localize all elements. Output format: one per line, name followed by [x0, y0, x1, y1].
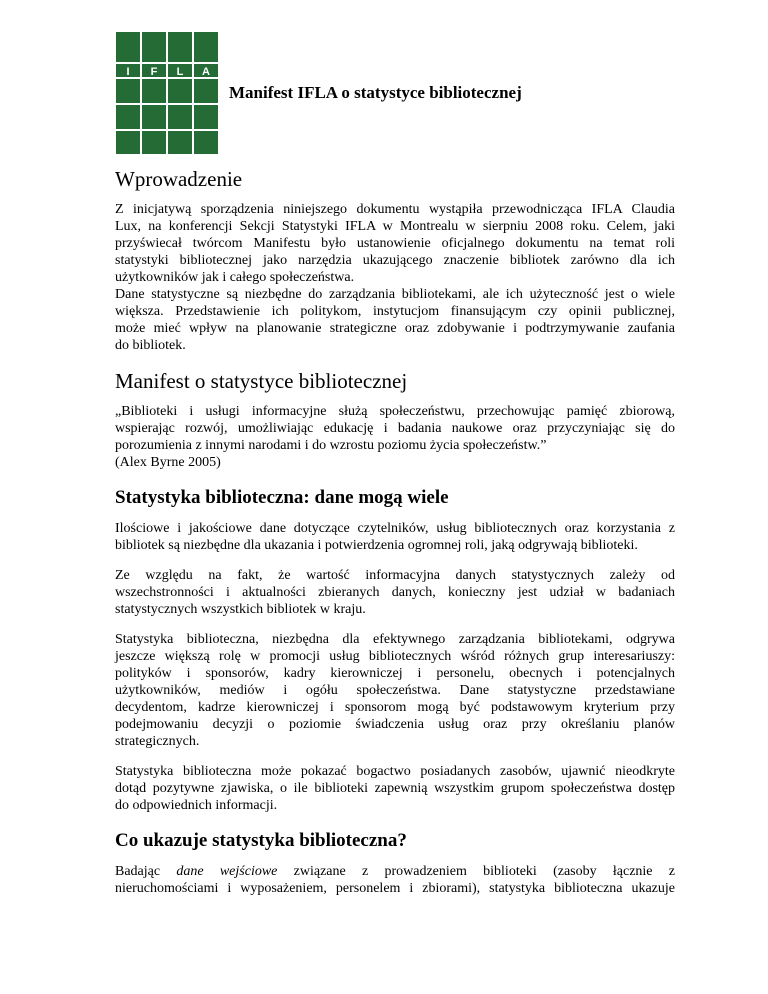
logo-cell: [168, 79, 192, 103]
logo-cell: [142, 79, 166, 103]
manifest-quote: [115, 403, 675, 471]
text-line: wspierając rozwój, umożliwiając edukację i badania naukowe oraz przyczyniając się do: [115, 421, 675, 436]
quote-attribution: (Alex Byrne 2005): [115, 455, 221, 470]
text-line: Z inicjatywą sporządzenia niniejszego dokumentu wystąpiła przewodnicząca IFLA Claudia: [115, 202, 675, 217]
text-line: wszechstronności i aktualności zbieranych danych, konieczny jest udział w badaniach: [115, 585, 675, 600]
text-line: dotąd pozytywne zjawiska, o ile biblioteki zapewnią wszystkim grupom społeczeństwa dostęp: [115, 781, 675, 796]
text-line: statystyki bibliotecznej jako narzędzia ukazującego znaczenie bibliotek zarówno dla ich: [115, 253, 675, 268]
logo-cell: [194, 32, 218, 62]
text-line: Ze względu na fakt, że wartość informacyjna danych statystycznych zależy od: [115, 568, 675, 583]
logo-cell: [194, 105, 218, 129]
text-line: [115, 863, 675, 880]
section-heading-intro: Wprowadzenie: [115, 167, 243, 191]
emphasis-dane-wejsciowe: dane wejściowe: [176, 864, 278, 879]
text-line: może mieć wpływ na planowanie strategiczne oraz zdobywanie i podtrzymywanie zaufania: [115, 321, 675, 336]
stats-paragraph-4: [115, 763, 675, 814]
svg-text:A: A: [202, 66, 210, 77]
text-line: bibliotek są niezbędne dla ukazania i potwierdzenia ogromnej roli, jaką odgrywają biblioteki.: [115, 538, 638, 553]
section-heading-manifest: Manifest o statystyce bibliotecznej: [115, 369, 408, 393]
text-line: większa. Przedstawienie ich politykom, instytucjom finansującym czy opinii publicznej,: [115, 304, 675, 319]
text-line: podejmowaniu decyzji o poziomie świadczenia usług oraz przy określaniu planów: [115, 717, 675, 732]
logo-cell: [116, 79, 140, 103]
svg-text:L: L: [176, 66, 184, 77]
section-heading-shows: Co ukazuje statystyka biblioteczna?: [115, 830, 407, 851]
text-line: Ilościowe i jakościowe dane dotyczące czytelników, usług bibliotecznych oraz korzystania z: [115, 521, 675, 536]
text-line: strategicznych.: [115, 734, 200, 749]
intro-paragraph: [115, 201, 675, 286]
text-line: do odpowiednich informacji.: [115, 798, 278, 813]
text-line: użytkowników jak i całego społeczeństwa.: [115, 270, 355, 285]
shows-paragraph: [115, 863, 675, 897]
text-line: nieruchomościami i wyposażeniem, personelem i zbiorami), statystyka biblioteczna ukazuje: [115, 881, 675, 896]
text-line: Statystyka biblioteczna, niezbędna dla efektywnego zarządzania bibliotekami, odgrywa: [115, 632, 675, 647]
logo-cell: [168, 32, 192, 62]
svg-text:F: F: [150, 66, 158, 77]
logo-cell: [142, 105, 166, 129]
stats-paragraph-2: [115, 567, 675, 618]
text-line: Dane statystyczne są niezbędne do zarządzania bibliotekami, ale ich użyteczność jest o wiele: [115, 287, 675, 302]
text-line: Statystyka biblioteczna może pokazać bogactwo posiadanych zasobów, ujawnić nieodkryte: [115, 764, 675, 779]
text-line: Lux, na konferencji Sekcji Statystyki IFLA w Montrealu w sierpniu 2008 roku. Celem, jaki: [115, 219, 675, 234]
text-line: do bibliotek.: [115, 338, 186, 353]
section-heading-stats: Statystyka biblioteczna: dane mogą wiele: [115, 487, 449, 508]
text-line: przyświecał twórcom Manifestu było ustanowienie oficjalnego dokumentu na temat roli: [115, 236, 675, 251]
logo-cell: [194, 79, 218, 103]
logo-lettering: [116, 64, 218, 77]
text-run: związane z prowadzeniem biblioteki (zasoby łącznie z: [277, 864, 675, 879]
text-line: jeszcze większą rolę w promocji usług bibliotecznych wśród różnych grup interesariuszy:: [115, 649, 675, 664]
svg-text:I: I: [126, 66, 130, 77]
intro-paragraph-2: [115, 286, 675, 354]
document-title: Manifest IFLA o statystyce bibliotecznej: [229, 83, 522, 102]
ifla-logo: [116, 32, 218, 154]
text-line: użytkowników, mediów i ogółu społeczeństwa. Dane statystyczne przedstawiane: [115, 683, 675, 698]
logo-cell: [116, 32, 140, 62]
logo-cell: [116, 105, 140, 129]
logo-cell: [168, 105, 192, 129]
logo-cell: [194, 131, 218, 154]
text-line: porozumienia z innymi narodami i do wzrostu poziomu życia społeczeństw.”: [115, 438, 547, 453]
logo-cell: [168, 131, 192, 154]
text-line: statystycznych wszystkich bibliotek w kraju.: [115, 602, 366, 617]
stats-paragraph-3: [115, 631, 675, 750]
document-body: [115, 166, 675, 910]
text-line: „Biblioteki i usługi informacyjne służą społeczeństwu, przechowując pamięć zbiorową,: [115, 404, 675, 419]
text-run: Badając: [115, 864, 177, 879]
stats-paragraph-1: [115, 520, 675, 554]
logo-cell: [116, 131, 140, 154]
text-line: decydentom, kadrze kierowniczej i sponsorom mogą być podstawowym kryterium przy: [115, 700, 675, 715]
text-line: polityków i sponsorów, kadry kierowniczej i personelu, obecnych i potencjalnych: [115, 666, 675, 681]
logo-cell: [142, 131, 166, 154]
logo-cell: [142, 32, 166, 62]
